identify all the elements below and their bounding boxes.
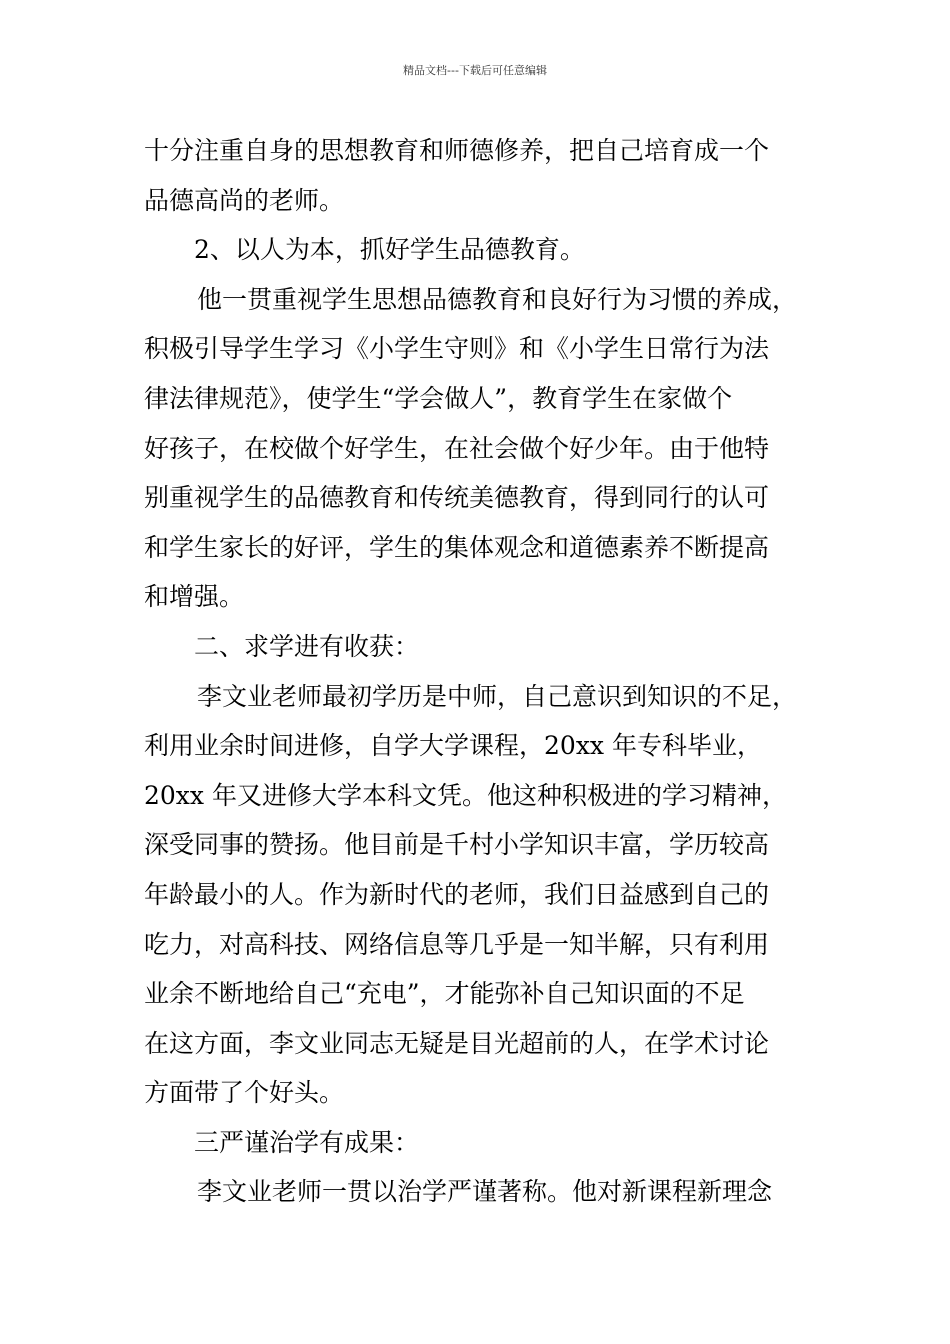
text-line: 20xx 年又进修大学本科文凭。他这种积极进的学习精神， bbox=[144, 780, 787, 810]
page-header: 精品文档---下载后可任意编辑 bbox=[403, 64, 547, 77]
text-line: 年龄最小的人。作为新时代的老师，我们日益感到自己的 bbox=[144, 879, 770, 909]
text-line: 利用业余时间进修，自学大学课程，20xx 年专科毕业， bbox=[144, 731, 762, 761]
section-heading: 二、求学进有收获： bbox=[194, 631, 420, 661]
text-line: 他一贯重视学生思想品德教育和良好行为习惯的养成， bbox=[197, 284, 798, 314]
text-line: 别重视学生的品德教育和传统美德教育，得到同行的认可 bbox=[144, 483, 770, 513]
text-line: 吃力，对高科技、网络信息等几乎是一知半解，只有利用 bbox=[144, 929, 770, 959]
document-body bbox=[144, 126, 834, 1217]
text-line: 积极引导学生学习《小学生守则》和《小学生日常行为法 bbox=[144, 334, 770, 364]
text-line: 在这方面，李文业同志无疑是目光超前的人，在学术讨论 bbox=[144, 1028, 770, 1058]
section-heading: 三严谨治学有成果： bbox=[194, 1127, 420, 1157]
text-line: 业余不断地给自己“充电”，才能弥补自己知识面的不足 bbox=[144, 979, 745, 1009]
text-line: 李文业老师一贯以治学严谨著称。他对新课程新理念 bbox=[197, 1177, 773, 1207]
text-line: 好孩子，在校做个好学生，在社会做个好少年。由于他特 bbox=[144, 433, 770, 463]
text-line: 品德高尚的老师。 bbox=[144, 185, 345, 215]
text-line: 李文业老师最初学历是中师，自己意识到知识的不足， bbox=[197, 681, 798, 711]
text-line: 方面带了个好头。 bbox=[144, 1078, 345, 1108]
text-line: 和学生家长的好评，学生的集体观念和道德素养不断提高 bbox=[144, 532, 770, 562]
text-line: 十分注重自身的思想教育和师德修养，把自己培育成一个 bbox=[144, 136, 770, 165]
text-line: 律法律规范》，使学生“学会做人”，教育学生在家做个 bbox=[144, 383, 733, 413]
section-heading: 2、以人为本，抓好学生品德教育。 bbox=[194, 235, 585, 265]
text-line: 深受同事的赞扬。他目前是千村小学知识丰富，学历较高 bbox=[144, 830, 770, 860]
text-line: 和增强。 bbox=[144, 582, 245, 612]
